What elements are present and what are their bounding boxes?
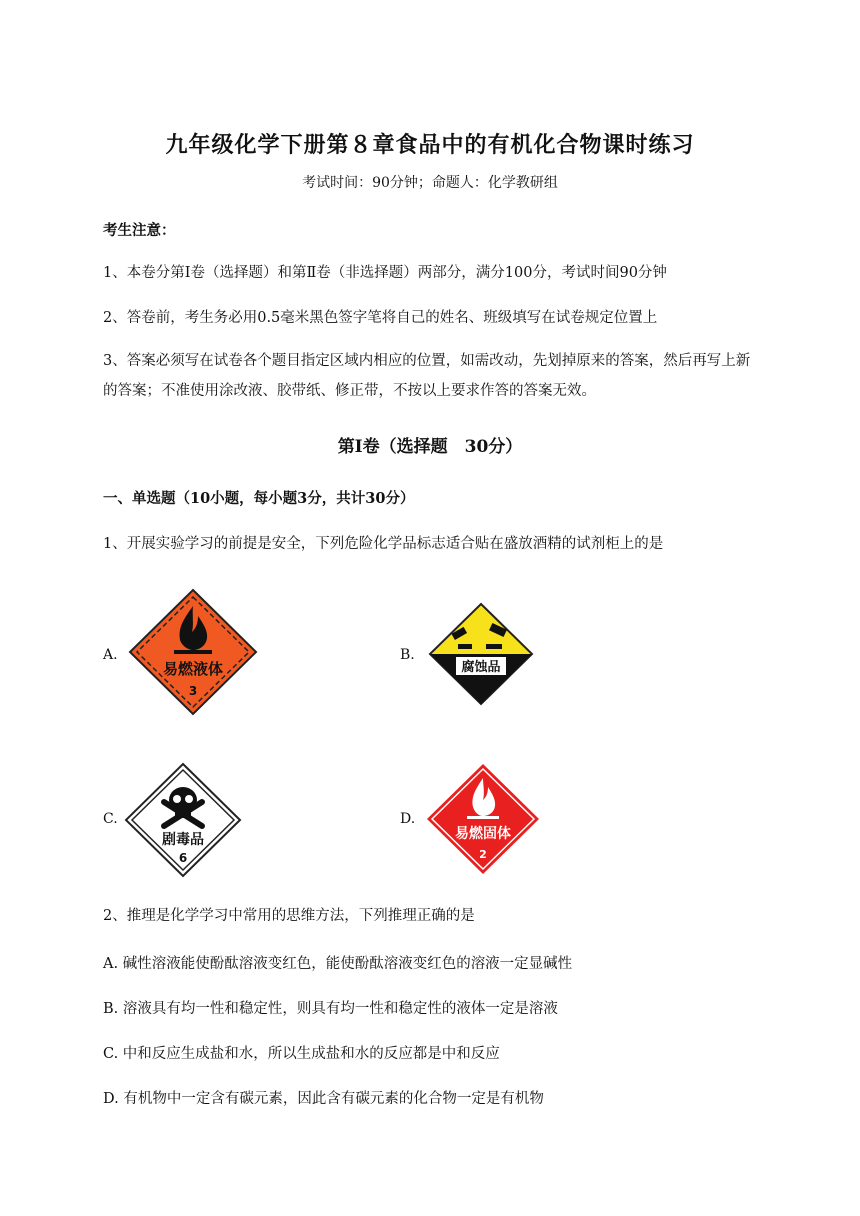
sign-number: 6	[178, 851, 188, 865]
option-letter: C.	[103, 811, 118, 827]
sign-number: 3	[188, 684, 198, 698]
page-subtitle: 考试时间：90分钟；命题人：化学教研组	[302, 175, 558, 191]
sign-text: 易燃液体	[162, 660, 224, 678]
question-stem: 1、开展实验学习的前提是安全，下列危险化学品标志适合贴在盛放酒精的试剂柜上的是	[103, 536, 664, 552]
question-stem: 2、推理是化学学习中常用的思维方法，下列推理正确的是	[103, 908, 475, 924]
option-letter: A.	[103, 647, 118, 663]
sign-text: 剧毒品	[162, 832, 204, 848]
toxic-sign	[124, 762, 242, 878]
option-letter: D.	[400, 811, 416, 827]
option-text: D. 有机物中一定含有碳元素，因此含有碳元素的化合物一定是有机物	[103, 1091, 544, 1107]
notice-item: 2、答卷前，考生务必用0.5毫米黑色签字笔将自己的姓名、班级填写在试卷规定位置上	[103, 310, 658, 326]
flammable-solid-sign	[425, 762, 541, 876]
sign-text: 易燃固体	[455, 826, 511, 842]
notice-item: 1、本卷分第Ⅰ卷（选择题）和第Ⅱ卷（非选择题）两部分，满分100分，考试时间90分钟	[103, 265, 667, 281]
flammable-liquid-sign	[128, 588, 258, 716]
sign-number: 2	[479, 848, 487, 861]
option-text: B. 溶液具有均一性和稳定性，则具有均一性和稳定性的液体一定是溶液	[103, 1001, 558, 1017]
part-heading: 一、单选题（10小题，每小题3分，共计30分）	[103, 490, 415, 507]
option-letter: B.	[400, 647, 415, 663]
sign-text: 腐蚀品	[461, 660, 501, 675]
page-title: 九年级化学下册第８章食品中的有机化合物课时练习	[165, 132, 695, 158]
notice-heading: 考生注意：	[103, 222, 176, 239]
notice-item: 3、答案必须写在试卷各个题目指定区域内相应的位置，如需改动，先划掉原来的答案，然后再写上新的答案；不准使用涂改液、胶带纸、修正带，不按以上要求作答的答案无效。	[103, 353, 751, 399]
corrosive-sign	[428, 602, 534, 706]
option-text: C. 中和反应生成盐和水，所以生成盐和水的反应都是中和反应	[103, 1046, 500, 1062]
option-text: A. 碱性溶液能使酚酞溶液变红色，能使酚酞溶液变红色的溶液一定显碱性	[103, 956, 573, 972]
section-title: 第Ⅰ卷（选择题 30分）	[337, 437, 523, 457]
